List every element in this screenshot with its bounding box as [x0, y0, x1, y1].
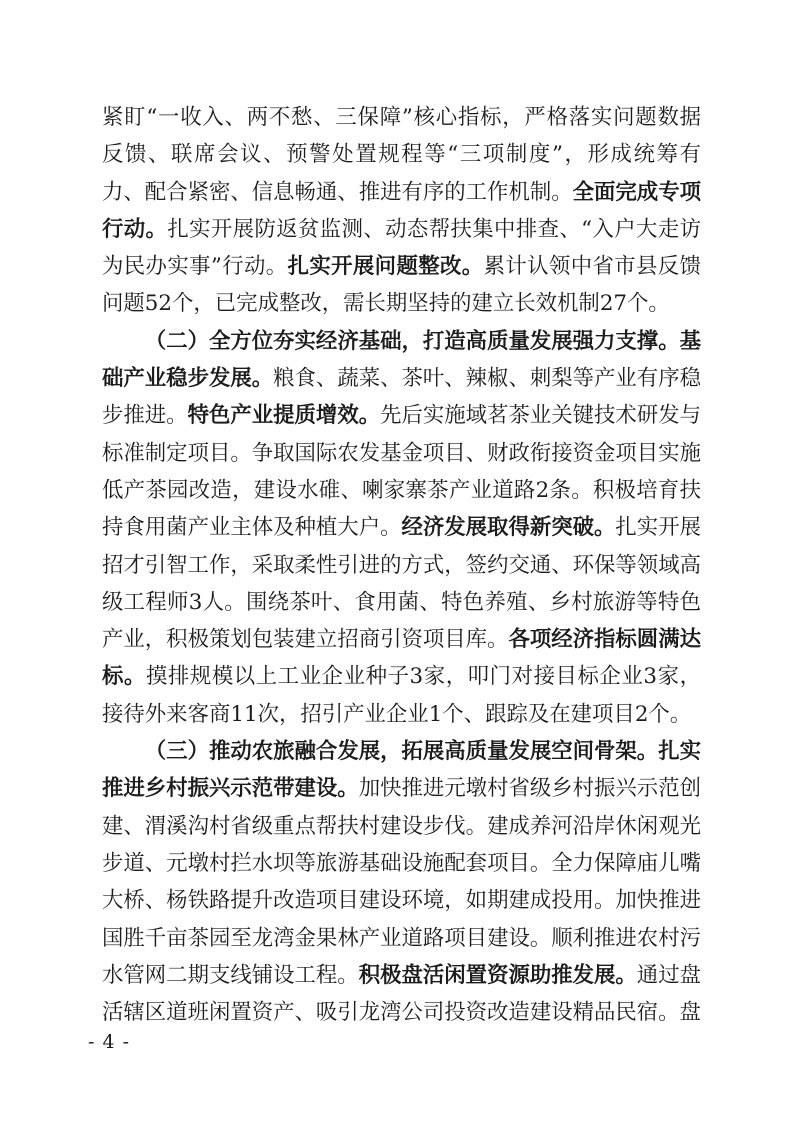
bold-text-run: 经济发展取得新突破。 — [401, 515, 616, 541]
text-run: 扎实开展防返贫监测、动态帮扶集中排查、“入户大走访为民办实事”行动。 — [102, 216, 701, 280]
bold-text-run: 全面完成专项行动。 — [102, 179, 701, 242]
page-number: - 4 - — [88, 1031, 131, 1053]
bold-text-run: 各项经济指标圆满达标。 — [102, 627, 701, 690]
bold-text-run: 扎实开展问题整改。 — [287, 254, 484, 280]
text-run: 通过盘活辖区道班闲置资产、吸引龙湾公司投资改造建设精品民宿。盘 — [102, 962, 701, 1026]
paragraph-section-3 — [102, 733, 701, 1031]
text-run: 摸排规模以上工业企业种子3家，叩门对接目标企业3家，接待外来客商11次，招引产业企业1个、跟踪及在建项目2个。 — [102, 664, 701, 727]
section-heading-run: （二）全方位夯实经济基础，打造高质量发展强力支撑。基础产业稳步发展。 — [102, 328, 701, 392]
bold-text-run: 积极盘活闲置资源助推发展。 — [358, 962, 637, 988]
paragraph-section-2 — [102, 323, 701, 733]
text-run: 扎实开展招才引智工作，采取柔性引进的方式，签约交通、环保等领域高级工程师3人。围绕茶叶、食用菌、特色养殖、乡村旅游等特色产业，积极策划包装建立招商引资项目库。 — [102, 515, 701, 653]
paragraph — [102, 99, 701, 323]
text-run: 先后实施域茗茶业关键技术研发与标准制定项目。争取国际农发基金项目、财政衔接资金项目实施低产茶园改造，建设水碓、喇家寨茶产业道路2条。积极培育扶持食用菌产业主体及种植大户。 — [102, 403, 701, 541]
text-run: 紧盯“一收入、两不愁、三保障”核心指标，严格落实问题数据反馈、联席会议、预警处置规程等“三项制度”，形成统筹有力、配合紧密、信息畅通、推进有序的工作机制。 — [102, 105, 701, 205]
document-content — [102, 99, 701, 1031]
text-run: 累计认领中省市县反馈问题52个，已完成整改，需长期坚持的建立长效机制27个。 — [102, 254, 701, 317]
text-run: 粮食、蔬菜、茶叶、辣椒、刺梨等产业有序稳步推进。 — [102, 366, 701, 429]
section-heading-run: （三）推动农旅融合发展，拓展高质量发展空间骨架。扎实推进乡村振兴示范带建设。 — [102, 739, 701, 802]
bold-text-run: 特色产业提质增效。 — [187, 403, 381, 429]
text-run: 加快推进元墩村省级乡村振兴示范创建、渭溪沟村省级重点帮扶村建设步伐。建成养河沿岸休闲观光步道、元墩村拦水坝等旅游基础设施配套项目。全力保障庙儿嘴大桥、杨铁路提升改造项目建设环境，如期建成投用。加快推进国胜千亩茶园至龙湾金果林产业道路项目建设。顺利推进农村污水管网二期支线铺设工程。 — [102, 776, 701, 988]
